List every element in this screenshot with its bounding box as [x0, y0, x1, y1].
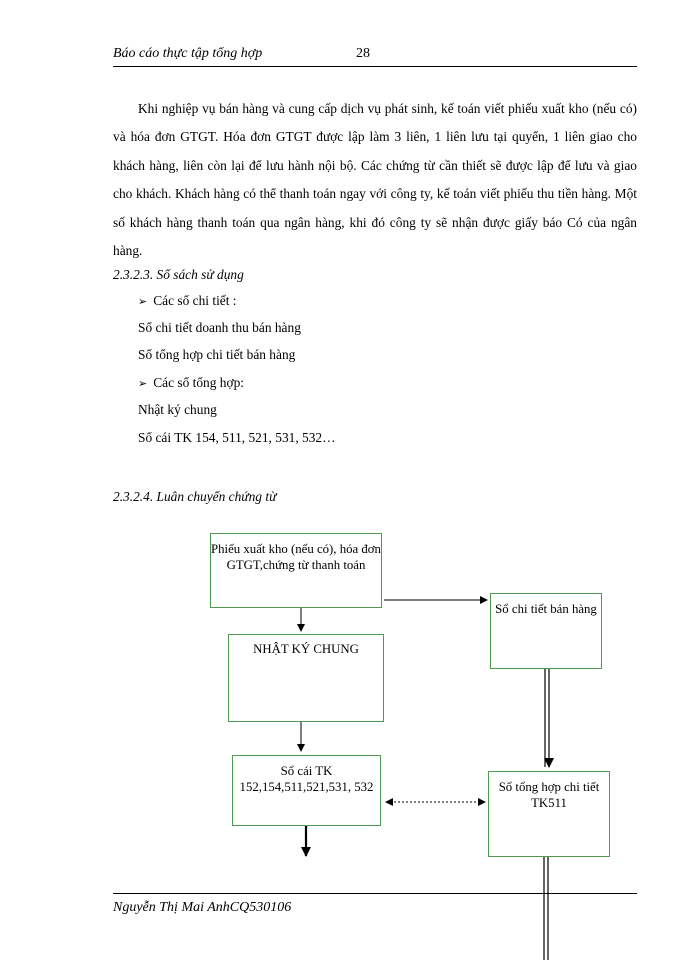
- general-book-2: Sổ cái TK 154, 511, 521, 531, 532…: [138, 430, 336, 445]
- arrow-bullet-icon: ➢: [138, 378, 148, 390]
- arrow-bullet-icon: ➢: [138, 296, 148, 308]
- general-book-1: Nhật ký chung: [138, 402, 217, 417]
- flow-box-source-documents: Phiếu xuất kho (nếu có), hóa đơn GTGT,chứng từ thanh toán: [210, 533, 382, 608]
- footer-author: Nguyễn Thị Mai AnhCQ530106: [113, 900, 292, 915]
- section-heading-flow: 2.3.2.4. Luân chuyển chứng từ: [113, 489, 277, 504]
- flow-box-general-journal: NHẬT KÝ CHUNG: [228, 634, 384, 722]
- detail-book-1: Sổ chi tiết doanh thu bán hàng: [138, 320, 301, 335]
- page-number: 28: [356, 46, 370, 61]
- flow-box-summary-detail: Sổ tổng hợp chi tiết TK511: [488, 771, 610, 857]
- header-title: Báo cáo thực tập tổng hợp: [113, 46, 263, 61]
- flow-box-general-ledger: Sổ cái TK 152,154,511,521,531, 532: [232, 755, 381, 826]
- detail-book-2: Sổ tổng hợp chi tiết bán hàng: [138, 347, 296, 362]
- flow-box-sales-detail: Sổ chi tiết bán hàng: [490, 593, 602, 669]
- footer-rule: [113, 893, 637, 894]
- bullet-text: Các sổ chi tiết :: [153, 293, 237, 308]
- paragraph-text: Khi nghiệp vụ bán hàng và cung cấp dịch vụ phát sinh, kế toán viết phiếu xuất kho (nếu có) và hóa đơn GTGT. Hóa đơn GTGT được lập làm 3 liên, 1 liên lưu tại quyển, 1 liên giao cho khách hàng, liên còn lại để lưu hành nội bộ. Các chứng từ cần thiết sẽ được lập để lưu và giao cho khách. Khách hàng có thể thanh toán ngay với công ty, kế toán viết phiếu thu tiền hàng. Một số khách hàng thanh toán qua ngân hàng, khi đó công ty sẽ nhận được giấy báo Có của ngân hàng.: [113, 101, 637, 259]
- bullet-text: Các sổ tổng hợp:: [153, 375, 244, 390]
- section-heading-books: 2.3.2.3. Sổ sách sử dụng: [113, 267, 244, 282]
